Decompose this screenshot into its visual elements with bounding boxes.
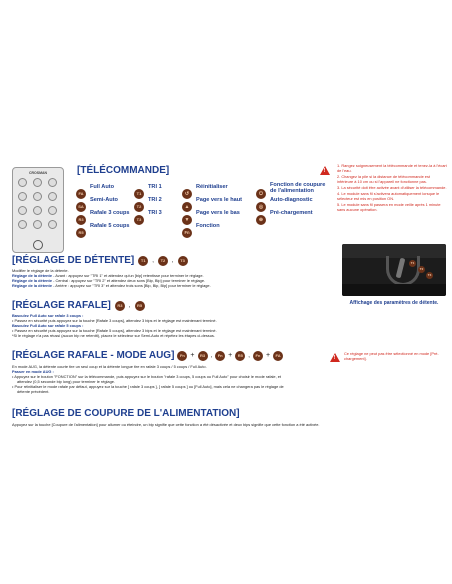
- trigger-line: Réglage de la détente - Arrière : appuyez sur "TRI 3" et attendez trois sons [Bip, Bip, Bip] pour terminer le réglage.: [12, 283, 211, 288]
- burst-sub-5: Basculez Full Auto sur rafale 5 coups :: [12, 323, 84, 328]
- legend-item: [76, 221, 130, 239]
- legend-item: [134, 208, 162, 226]
- trigger-line: Réglage de la détente - Avant : appuyez sur "TRI 1" et attendez qu'un [bip] retentisse pour terminer le réglage.: [12, 273, 204, 278]
- burst-5-icon: R5: [235, 351, 245, 361]
- legend-item: [256, 208, 313, 226]
- trigger-marker-1: T1: [410, 261, 415, 265]
- remote-illustration: [12, 167, 64, 253]
- aug-line: attendez (0,5 seconde bip long) pour terminer le réglage.: [17, 379, 115, 384]
- remote-brand: CROSMAN: [28, 171, 48, 175]
- plus: +: [228, 352, 233, 359]
- legend-label: Réinitialiser: [196, 184, 228, 190]
- comma: ,: [152, 257, 154, 264]
- remote-key: [18, 206, 27, 215]
- trigger-line: Réglage de la détente - Central : appuyez sur "TRI 2" et attendez deux sons [Bip, Bip] pour terminer le réglage.: [12, 278, 206, 283]
- remote-key: [48, 178, 57, 187]
- function-icon: Fn: [182, 228, 192, 238]
- trigger-photo-caption: Affichage des paramètres de détente.: [349, 300, 439, 306]
- comma: ,: [171, 257, 174, 264]
- remote-key: [33, 206, 42, 215]
- remote-key: [18, 220, 27, 229]
- remote-legend: [76, 182, 336, 234]
- burst-5-icon: R5: [135, 301, 145, 311]
- legend-label: Rafale 5 coups: [90, 223, 130, 229]
- notes-list: [337, 163, 447, 212]
- plus: +: [265, 352, 271, 359]
- function-icon: Fn: [253, 351, 263, 361]
- page-up-icon: ▲: [182, 202, 192, 212]
- burst-sub-3: Basculez Full Auto sur rafale 3 coups :: [12, 313, 84, 318]
- legend-label: Fonction de coupure de l'alimentation: [270, 182, 326, 194]
- warning-icon: [330, 353, 340, 362]
- aug-line: détente précédent.: [17, 389, 50, 394]
- remote-key: [18, 178, 27, 187]
- trigger-marker-2: T2: [419, 267, 424, 271]
- remote-key: [48, 220, 57, 229]
- note-item: 1. Rangez soigneusement la télécommande et tenez-la à l'écart de l'eau.: [337, 163, 447, 173]
- remote-key: [33, 220, 42, 229]
- legend-label: Pré-chargement: [270, 210, 313, 216]
- legend-label: Fonction: [196, 223, 220, 229]
- comma: ,: [128, 302, 131, 309]
- remote-key: [18, 192, 27, 201]
- semi-auto-icon: SA: [76, 202, 86, 212]
- self-diagnostic-icon: ◎: [256, 202, 266, 212]
- remote-button-grid: [18, 178, 60, 236]
- full-auto-icon: FA: [76, 189, 86, 199]
- legend-item: [182, 221, 220, 239]
- note-item: 4. Le module sans fil s'activera automatiquement lorsque le sélecteur est mis en position ON.: [337, 191, 440, 201]
- burst-5-icon: R5: [76, 228, 86, 238]
- trigger-marker-3: T3: [427, 273, 432, 277]
- aug-line: • Pour réinitialiser le mode rafale par défaut, appuyez sur la touche [ rafale 3 coups ], [ rafale 5 coups ] ou [Full Auto], mais cela ne changera pas le réglage de: [12, 384, 284, 389]
- remote-logo-icon: [33, 240, 43, 250]
- tri-1-icon: T1: [134, 189, 144, 199]
- trigger-section: [12, 255, 342, 288]
- power-text: Appuyez sur la touche [Coupure de l'alimentation] pour allumer ou éteindre, un bip signifie que cette fonction a été désactivée et deux bips signifie que cette fonction a été activée.: [12, 422, 320, 427]
- legend-label: TRI 3: [148, 210, 162, 216]
- tri-3-icon: T3: [134, 215, 144, 225]
- burst-section: [12, 300, 342, 338]
- aug-header: [RÉGLAGE RAFALE - MODE AUG]: [12, 350, 175, 361]
- reset-icon: ↺: [182, 189, 192, 199]
- burst-note: *Si le réglage n'a pas réussi (aucun bip ne retentit), placez le sélecteur sur Semi-Auto et répétez les étapes ci-dessus.: [12, 333, 215, 338]
- remote-key: [33, 192, 42, 201]
- aug-line: • Appuyez sur le bouton "FONCTION" sur la télécommande, puis appuyez sur le bouton "rafale 3 coups, 5 coups ou Full Auto" pour choisir le mode rafale, et: [12, 374, 281, 379]
- trigger-header: [RÉGLAGE DE DÉTENTE]: [12, 255, 135, 266]
- power-section: [12, 408, 442, 427]
- aug-intro: En mode AUG, la détente courte tire un seul coup et la détente longue tire en rafale 3 coups / 5 coups / Full Auto.: [12, 364, 207, 369]
- comma: ,: [210, 352, 213, 359]
- legend-label: Rafale 3 coups: [90, 210, 130, 216]
- legend-label: Page vers le bas: [196, 210, 240, 216]
- function-icon: Fn: [177, 351, 187, 361]
- legend-label: Page vers le haut: [196, 197, 243, 203]
- note-item: 5. Le module sans fil passera en mode veille après 1 minute sans aucune opération.: [337, 202, 441, 212]
- comma: ,: [248, 352, 250, 359]
- aug-warning: Ce réglage ne peut pas être sélectionné en mode [Pré-chargement].: [344, 351, 439, 361]
- legend-label: Semi-Auto: [90, 197, 118, 203]
- remote-key: [33, 178, 42, 187]
- legend-label: Auto-diagnostic: [270, 197, 313, 203]
- trigger-intro: Modifier le réglage de la détente.: [12, 268, 69, 273]
- note-item: 2. Changez la pile si la distance de télécommande est inférieure à 10 cm ou si l'appareil ne fonctionne pas.: [337, 174, 430, 184]
- burst-line-5: • Passez en sécurité puis appuyez sur la touche [Rafale 5 coups], attendez 3 bips et le réglage est maintenant terminé.: [12, 328, 217, 333]
- burst-3-icon: R3: [115, 301, 125, 311]
- function-icon: Fn: [215, 351, 225, 361]
- tri-2-icon: T2: [158, 256, 168, 266]
- remote-key: [48, 192, 57, 201]
- warning-icon: [320, 166, 330, 175]
- remote-key: [48, 206, 57, 215]
- note-item: 3. La sécurité doit être activée avant d'utiliser la télécommande.: [337, 185, 447, 190]
- power-icon: ⏻: [256, 189, 266, 199]
- burst-header: [RÉGLAGE RAFALE]: [12, 300, 111, 311]
- full-auto-icon: FA: [273, 351, 283, 361]
- legend-label: TRI 2: [148, 197, 162, 203]
- power-header: [RÉGLAGE DE COUPURE DE L'ALIMENTATION]: [12, 408, 240, 419]
- tri-3-icon: T3: [178, 256, 188, 266]
- burst-line-3: • Passez en sécurité puis appuyez sur la touche [Rafale 3 coups], attendez 3 bips et le réglage est maintenant terminé.: [12, 318, 217, 323]
- burst-3-icon: R3: [198, 351, 208, 361]
- preload-icon: ⊕: [256, 215, 266, 225]
- tri-1-icon: T1: [138, 256, 148, 266]
- remote-header: [TÉLÉCOMMANDE]: [77, 165, 170, 176]
- legend-label: TRI 1: [148, 184, 162, 190]
- trigger-photo: [342, 244, 446, 296]
- tri-2-icon: T2: [134, 202, 144, 212]
- legend-label: Full Auto: [90, 184, 115, 190]
- burst-3-icon: R3: [76, 215, 86, 225]
- aug-sub: Passer en mode AUG :: [12, 369, 54, 374]
- page-down-icon: ▼: [182, 215, 192, 225]
- plus: +: [190, 352, 195, 359]
